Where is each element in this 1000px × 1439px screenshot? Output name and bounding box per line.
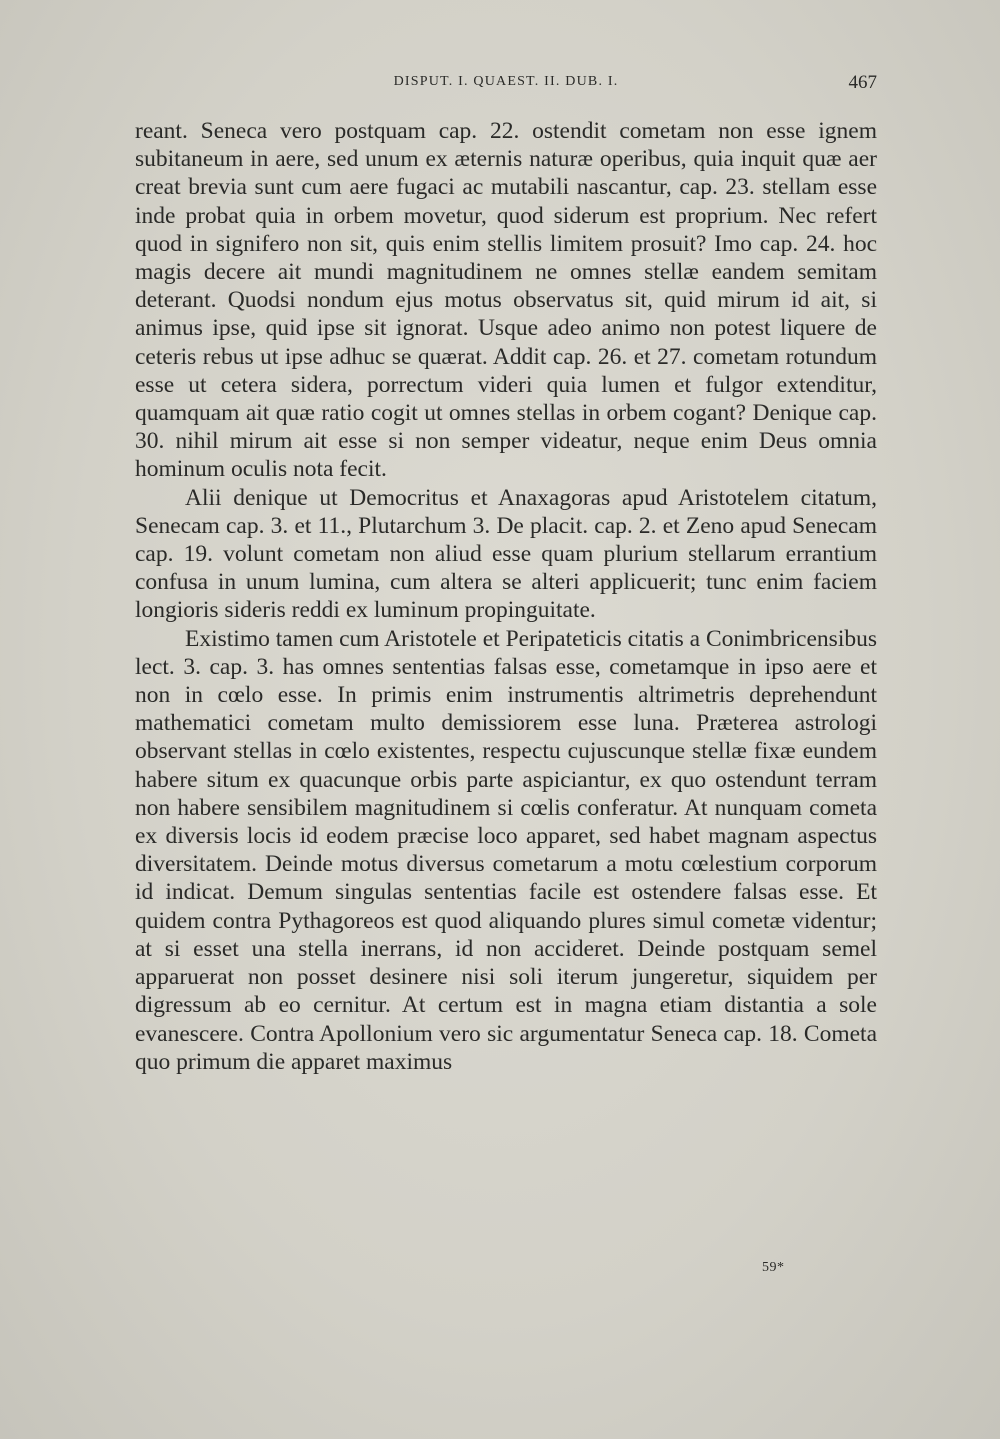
paragraph-3: Existimo tamen cum Aristotele et Peripateticis citatis a Conimbricensibus lect. 3. cap. 3. has omnes sententias falsas esse, cometamque in ipso aere et non in cœlo esse. In primis enim instrumentis altrimetris deprehendunt mathematici cometam multo demissiorem esse luna. Præterea astrologi observant stellas in cœlo existentes, respectu cujuscunque stellæ fixæ eundem habere situm ex quacunque orbis parte aspiciantur, ex quo ostendunt terram non habere sensibilem magnitudinem si cœlis conferatur. At nunquam cometa ex diversis locis id eodem præcise loco apparet, sed habet magnam aspectus diversitatem. Deinde motus diversus cometarum a motu cœlestium corporum id indicat. Demum singulas sententias facile est ostendere falsas esse. Et quidem contra Pythagoreos est quod aliquando plures simul cometæ videntur; at si esset una stella inerrans, id non accideret. Deinde postquam semel apparuerat non posset desinere nisi soli iterum jungeretur, siquidem per digressum ab eo cernitur. At certum est in magna etiam distantia a sole evanescere. Contra Apollonium vero sic argumentatur Seneca cap. 18. Cometa quo primum die apparet maximus	[135, 625, 877, 1075]
printer-signature: 59*	[762, 1260, 785, 1275]
page-number: 467	[848, 72, 877, 93]
running-title: DISPUT. I. QUAEST. II. DUB. I.	[393, 74, 619, 89]
body-text	[135, 117, 877, 1076]
paragraph-1: reant. Seneca vero postquam cap. 22. ostendit cometam non esse ignem subitaneum in aere, sed unum ex æternis naturæ operibus, quia inquit quæ aer creat brevia sunt cum aere fugaci ac mutabili nascantur, cap. 23. stellam esse inde probat quia in orbem movetur, quod siderum est proprium. Nec refert quod in signifero non sit, quis enim stellis limitem prosuit? Imo cap. 24. hoc magis decere ait mundi magnitudinem ne omnes stellæ eandem semitam deterant. Quodsi nondum ejus motus observatus sit, quid mirum id ait, si animus ipse, quid ipse sit ignorat. Usque adeo animo non potest liquere de ceteris rebus ut ipse adhuc se quærat. Addit cap. 26. et 27. cometam rotundum esse ut cetera sidera, porrectum videri quia lumen et fulgor extenditur, quamquam ait quæ ratio cogit ut omnes stellas in orbem cogant? Denique cap. 30. nihil mirum ait esse si non semper videatur, neque enim Deus omnia hominum oculis nota fecit.	[135, 118, 877, 483]
paragraph-2: Alii denique ut Democritus et Anaxagoras apud Aristotelem citatum, Senecam cap. 3. et 11., Plutarchum 3. De placit. cap. 2. et Zeno apud Senecam cap. 19. volunt cometam non aliud esse quam plurium stellarum errantium confusa in unum lumina, cum altera se alteri applicuerit; tunc enim faciem longioris sideris reddi ex luminum propinguitate.	[135, 484, 877, 624]
running-head	[135, 72, 877, 96]
